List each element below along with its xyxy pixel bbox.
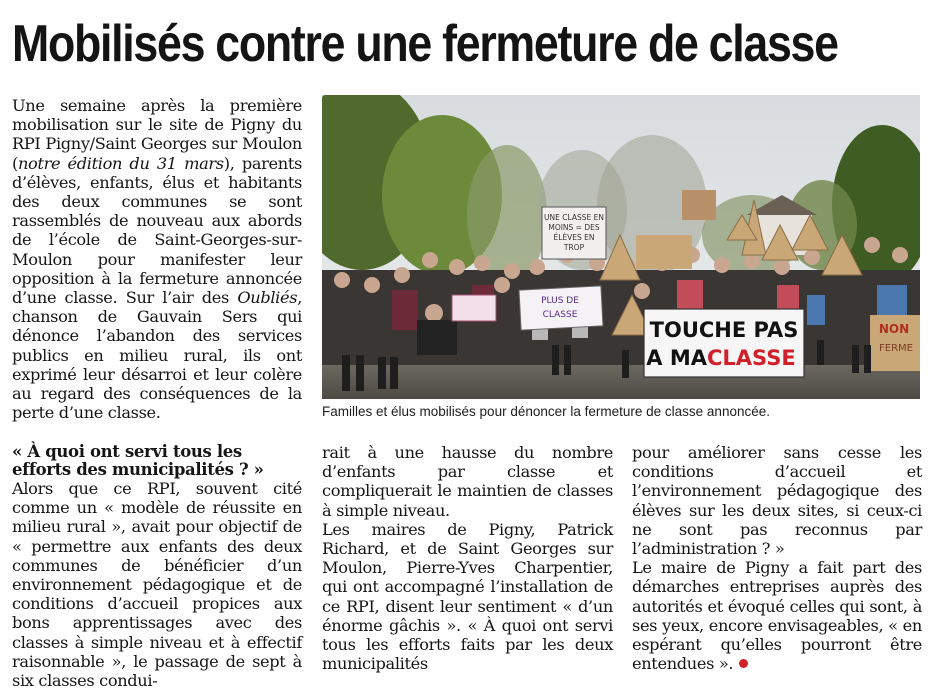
banner-touche-pas-a-ma-classe (644, 309, 804, 377)
intro-text-2: ), parents d’élèves, enfants, élus et habitants des deux communes se sont rassemblés de nouveau aux abords de l’école de Saint-Georges-sur-Moulon pour manifester leur opposition à la fermeture annoncée d’une classe. Sur l’air des (12, 153, 302, 308)
column-1-text: Alors que ce RPI, souvent cité comme un « modèle de réussite en milieu rural », avait pour objectif de « permettre aux enfants des deux communes de bénéficier d’un environnement pédagogique et de conditions d’accueil propices aux bons apprentissages avec des classes à simple niveau et à effectif raisonnable », le passage de sept à six classes condui- (12, 479, 302, 690)
banner-line1: TOUCHE PAS (649, 318, 799, 342)
sign-right-line1: NON (878, 322, 910, 336)
intro-paragraph (12, 96, 302, 422)
intro-text-3: , chanson de Gauvain Sers qui dénonce l’abandon des services publics en milieu rural, ils ont exprimé leur désarroi et leur colère au regard des conséquences de la perte d’une classe. (12, 288, 302, 423)
column-2-text-1: rait à une hausse du nombre d’enfants par classe et compliquerait le maintien de classes à simple niveau. (322, 443, 613, 520)
sign-right-line2: FERME (879, 343, 913, 354)
column-3 (632, 443, 922, 673)
sign-mid-line2: CLASSE (542, 310, 578, 320)
banner-line2-a: A MA (646, 346, 707, 370)
sign-post (682, 190, 716, 220)
column-3-text-1: pour améliorer sans cesse les conditions d’accueil et l’environnement pédagogique des élèves sur les deux sites, si ceux-ci ne sont pas reconnus par l’administration ? » (632, 443, 922, 559)
sign-plus-de-classe (519, 286, 603, 330)
column-2 (322, 443, 613, 673)
intro-text-1: Une semaine après la première mobilisation sur le site de Pigny du RPI Pigny/Saint Georges sur Moulon ( (12, 96, 302, 173)
sign-left-line2: MOINS = DES (548, 223, 600, 232)
sign-mid-line1: PLUS DE (541, 296, 579, 306)
article-photo (322, 95, 920, 399)
sign-left-line1: UNE CLASSE EN (544, 213, 604, 222)
sign-left-line3: ÉLÈVES EN (553, 233, 595, 242)
subheading: « À quoi ont servi tous les efforts des municipalités ? » (12, 442, 264, 479)
edition-reference: notre édition du 31 mars (17, 153, 224, 173)
photo-caption: Familles et élus mobilisés pour dénoncer la fermeture de classe annoncée. (322, 404, 770, 419)
column-3-text-2: Le maire de Pigny a fait part des démarches entreprises auprès des autorités et évoqué celles qui sont, à ses yeux, encore envisageables, « en espérant qu’elles pourront être entendues ». (632, 558, 922, 674)
sign-une-classe (542, 207, 606, 259)
end-mark-icon (739, 659, 748, 668)
protest-photo-illustration (322, 95, 920, 399)
headline: Mobilisés contre une fermeture de classe (12, 15, 838, 73)
column-1 (12, 443, 302, 690)
banner-line2-b: CLASSE (707, 346, 796, 370)
column-2-text-2: Les maires de Pigny, Patrick Richard, et de Saint Georges sur Moulon, Pierre-Yves Charpentier, qui ont accompagné l’installation de ce RPI, disent leur sentiment « d’un énorme gâchis ». « À quoi ont servi tous les efforts faits par les deux municipalités (322, 519, 613, 674)
sign-non-ferme (870, 315, 920, 371)
song-title: Oubliés (237, 288, 298, 308)
sign-left-line4: TROP (563, 243, 585, 252)
